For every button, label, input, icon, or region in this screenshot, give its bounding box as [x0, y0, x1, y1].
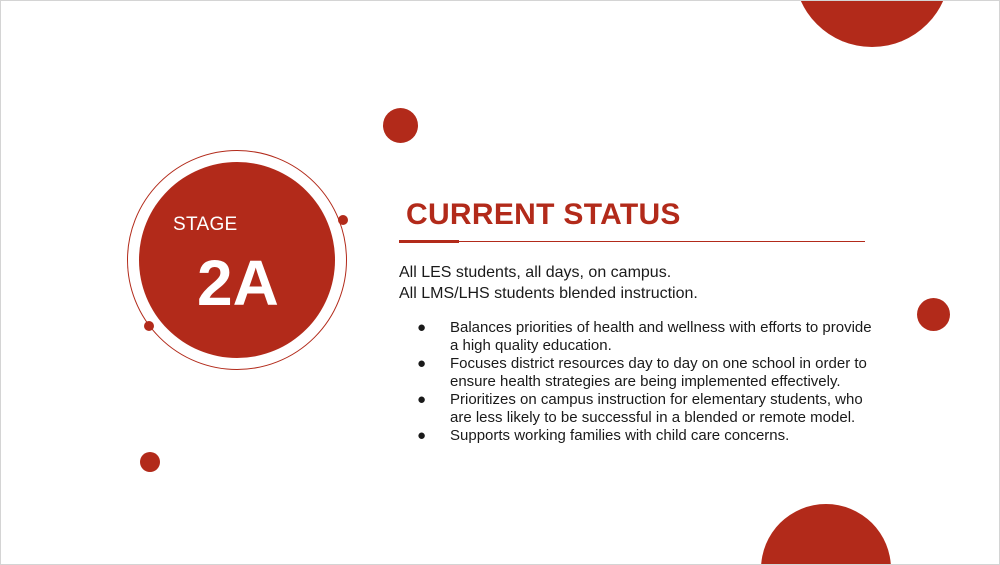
- list-item-text: Prioritizes on campus instruction for elementary students, who are less likely to be successful in a blended or remote model.: [450, 391, 863, 426]
- list-item: [399, 427, 879, 445]
- list-item-text: Supports working families with child care concerns.: [450, 427, 790, 444]
- intro-line-1: All LES students, all days, on campus.: [399, 264, 672, 281]
- intro-text: [399, 262, 698, 304]
- list-item-text: Focuses district resources day to day on one school in order to ensure health strategies are being implemented effectively.: [450, 355, 867, 390]
- decor-circle-right: [917, 298, 950, 331]
- list-item-text: Balances priorities of health and wellness with efforts to provide a high quality education.: [450, 319, 872, 354]
- decor-circle-small-top: [383, 108, 418, 143]
- ring-dot-upper: [338, 215, 348, 225]
- decor-circle-bottom-left: [140, 452, 160, 472]
- bullet-icon: ●: [417, 391, 427, 408]
- stage-number: 2A: [197, 247, 279, 319]
- list-item: [399, 319, 879, 355]
- list-item: [399, 355, 879, 391]
- decor-circle-bottom-right: [761, 504, 891, 565]
- bullet-icon: ●: [417, 319, 427, 336]
- decor-circle-top-right: [794, 0, 950, 47]
- status-bullet-list: [399, 319, 879, 445]
- page-title: CURRENT STATUS: [406, 198, 681, 231]
- stage-label: STAGE: [173, 214, 238, 235]
- intro-line-2: All LMS/LHS students blended instruction.: [399, 285, 698, 302]
- title-underline-accent: [399, 240, 459, 243]
- list-item: [399, 391, 879, 427]
- ring-dot-lower: [144, 321, 154, 331]
- bullet-icon: ●: [417, 427, 427, 444]
- title-underline: [399, 241, 865, 242]
- bullet-icon: ●: [417, 355, 427, 372]
